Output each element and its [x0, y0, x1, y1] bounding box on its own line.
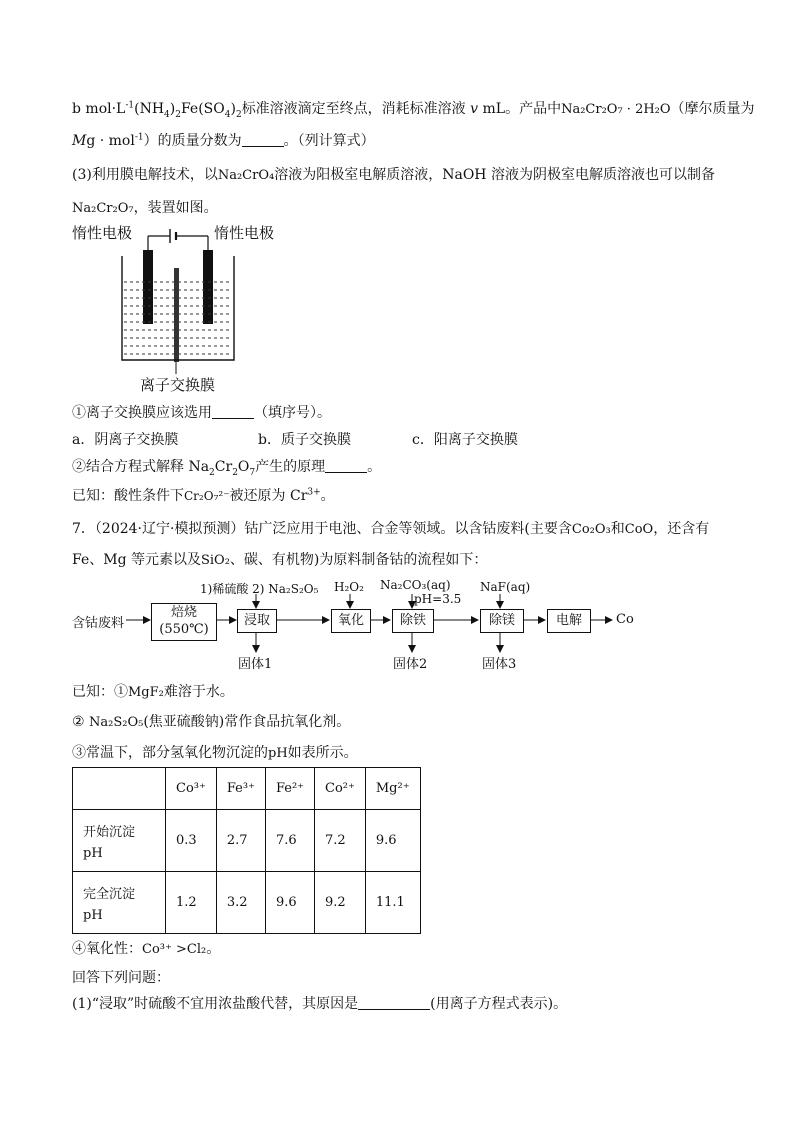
answer-blank — [358, 995, 430, 1010]
line-2: Mg · mol$^{-1}$）的质量分数为 。（列计算式） — [72, 132, 375, 149]
table-row: 完全沉淀 pH 1.2 3.2 9.6 9.2 11.1 — [73, 872, 421, 934]
electrode-label-left: 惰性电极 — [72, 224, 133, 242]
col-fe2: Fe²⁺ — [265, 768, 314, 810]
flow-product: Co — [616, 612, 634, 627]
solid-3: 固体3 — [482, 657, 517, 672]
known-na2s2o5: ② Na₂S₂O₅(焦亚硫酸钠)常作食品抗氧化剂。 — [72, 714, 351, 730]
problem-7-stem-2: Fe、Mg 等元素以及SiO₂、碳、有机物)为原料制备钴的流程如下： — [72, 552, 488, 568]
membrane-label: 离子交换膜 — [140, 376, 216, 394]
col-mg2: Mg²⁺ — [365, 768, 420, 810]
formula-dichromate-hydrate: Na₂Cr₂O₇ · 2H₂O — [561, 102, 671, 117]
flow-step-leach: 浸取 — [237, 609, 277, 633]
known-dichromate: 已知：酸性条件下Cr₂O₇²⁻被还原为 $Cr^{3+}$。 — [72, 487, 335, 504]
option-b: b．质子交换膜 — [258, 432, 351, 448]
table-row: 开始沉淀 pH 0.3 2.7 7.6 7.2 9.6 — [73, 810, 421, 872]
known-ph-table-intro: ③常温下，部分氢氧化物沉淀的pH如表所示。 — [72, 745, 358, 761]
answer-intro: 回答下列问题： — [72, 970, 170, 986]
flow-step-remove-magnesium: 除镁 — [480, 609, 524, 633]
line-3: (3)利用膜电解技术，以Na₂CrO₄溶液为阳极室电解质溶液，NaOH 溶液为阴极室电解质溶液也可以制备 — [72, 167, 715, 183]
answer-blank — [212, 404, 254, 419]
question-membrane: ①离子交换膜应该选用 （填序号）。 — [72, 405, 331, 421]
line-4: Na₂Cr₂O₇，装置如图。 — [72, 200, 218, 216]
option-c: c．阳离子交换膜 — [412, 432, 518, 448]
answer-blank — [242, 132, 284, 147]
table-header-row — [73, 768, 421, 810]
reagent-remove-iron-ph: pH=3.5 — [414, 592, 462, 606]
col-co3: Co³⁺ — [166, 768, 217, 810]
left-electrode — [143, 250, 153, 324]
reagent-leach: 1)稀硫酸 2) Na₂S₂O₅ — [200, 582, 319, 596]
electrode-label-right: 惰性电极 — [214, 224, 275, 242]
ph-table — [72, 767, 421, 934]
right-electrode — [203, 250, 213, 324]
flow-step-roast: 焙烧 (550℃) — [151, 603, 217, 641]
reagent-remove-magnesium: NaF(aq) — [480, 580, 531, 594]
flow-step-remove-iron: 除铁 — [392, 609, 434, 633]
solid-1: 固体1 — [238, 657, 273, 672]
flow-step-electrolysis: 电解 — [547, 609, 591, 633]
known-oxidizing: ④氧化性：Co³⁺ >Cl₂。 — [72, 941, 221, 957]
option-a: a．阴离子交换膜 — [72, 432, 179, 448]
question-principle: ②结合方程式解释 $Na_2Cr_2O_7$产生的原理 。 — [72, 459, 382, 478]
question-leach: (1)“浸取”时硫酸不宜用浓盐酸代替，其原因是 (用离子方程式表示)。 — [72, 996, 568, 1012]
electrolysis-cell-diagram — [110, 226, 260, 376]
line-1: b $mol\cdot L^{-1}(NH_4)_2Fe(SO_4)_2$标准溶液滴定至终点，消耗标准溶液 v mL。产品中Na₂Cr₂O₇ · 2H₂O（摩尔质量为 — [72, 100, 755, 120]
col-co2: Co²⁺ — [315, 768, 366, 810]
problem-7-stem: 7．（2024·辽宁·模拟预测）钴广泛应用于电池、合金等领域。以含钴废料(主要含Co₂O₃和CoO，还含有 — [72, 521, 710, 537]
flow-input: 含钴废料 — [72, 616, 125, 631]
solid-2: 固体2 — [393, 657, 428, 672]
known-mgf2: 已知：①MgF₂难溶于水。 — [72, 684, 234, 700]
reagent-remove-iron: Na₂CO₃(aq) — [380, 578, 451, 592]
answer-blank — [325, 458, 367, 473]
reagent-oxidize: H₂O₂ — [334, 580, 364, 594]
col-fe3: Fe³⁺ — [216, 768, 265, 810]
flow-step-oxidize: 氧化 — [331, 609, 371, 633]
